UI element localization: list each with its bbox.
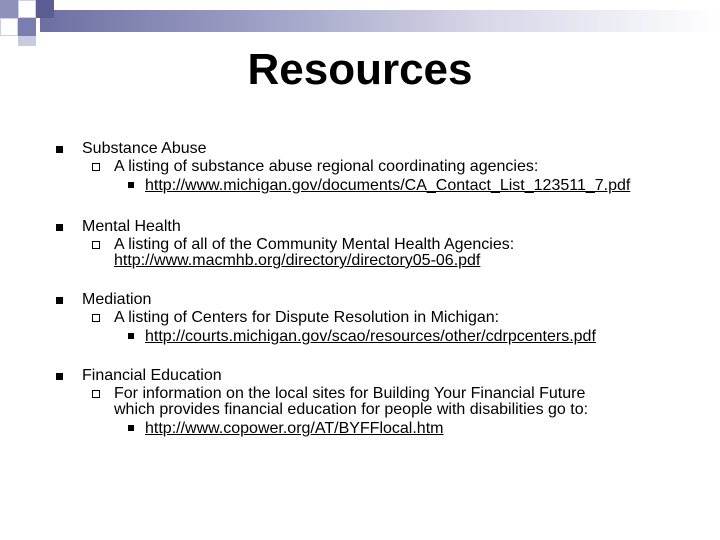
header-gradient-bar — [40, 10, 720, 32]
bullet-square-icon — [128, 182, 134, 188]
list-item-description: A listing of all of the Community Mental Health Agencies: — [114, 236, 515, 253]
resource-link[interactable]: http://courts.michigan.gov/scao/resources/other/cdrpcenters.pdf — [145, 328, 596, 345]
list-item-label: Substance Abuse — [82, 140, 207, 157]
bullet-square-icon — [56, 373, 63, 380]
deco-square — [36, 0, 54, 18]
list-item-label: Mediation — [82, 291, 152, 308]
list-item-description-continued: which provides financial education for people with disabilities go to: — [114, 401, 589, 418]
bullet-square-icon — [56, 297, 63, 304]
resource-link[interactable]: http://www.michigan.gov/documents/CA_Contact_List_123511_7.pdf — [145, 177, 631, 194]
resource-link[interactable]: http://www.copower.org/AT/BYFFlocal.htm — [145, 420, 444, 437]
bullet-hollow-square-icon — [92, 390, 100, 398]
bullet-square-icon — [56, 146, 63, 153]
bullet-hollow-square-icon — [92, 241, 100, 249]
list-item-label: Financial Education — [82, 367, 222, 384]
list-item-description: A listing of substance abuse regional coordinating agencies: — [114, 158, 539, 175]
bullet-hollow-square-icon — [92, 163, 100, 171]
bullet-hollow-square-icon — [92, 314, 100, 322]
list-item-label: Mental Health — [82, 218, 181, 235]
bullet-square-icon — [56, 224, 63, 231]
bullet-square-icon — [128, 333, 134, 339]
deco-square — [0, 0, 18, 18]
resource-link[interactable]: http://www.macmhb.org/directory/directory05-06.pdf — [114, 252, 481, 269]
deco-square — [0, 18, 18, 36]
slide-title: Resources — [247, 45, 473, 94]
deco-square — [18, 18, 36, 36]
bullet-square-icon — [128, 425, 134, 431]
deco-square — [18, 0, 36, 18]
list-item-description: For information on the local sites for Building Your Financial Future — [114, 385, 586, 402]
list-item-description: A listing of Centers for Dispute Resolution in Michigan: — [114, 309, 500, 326]
